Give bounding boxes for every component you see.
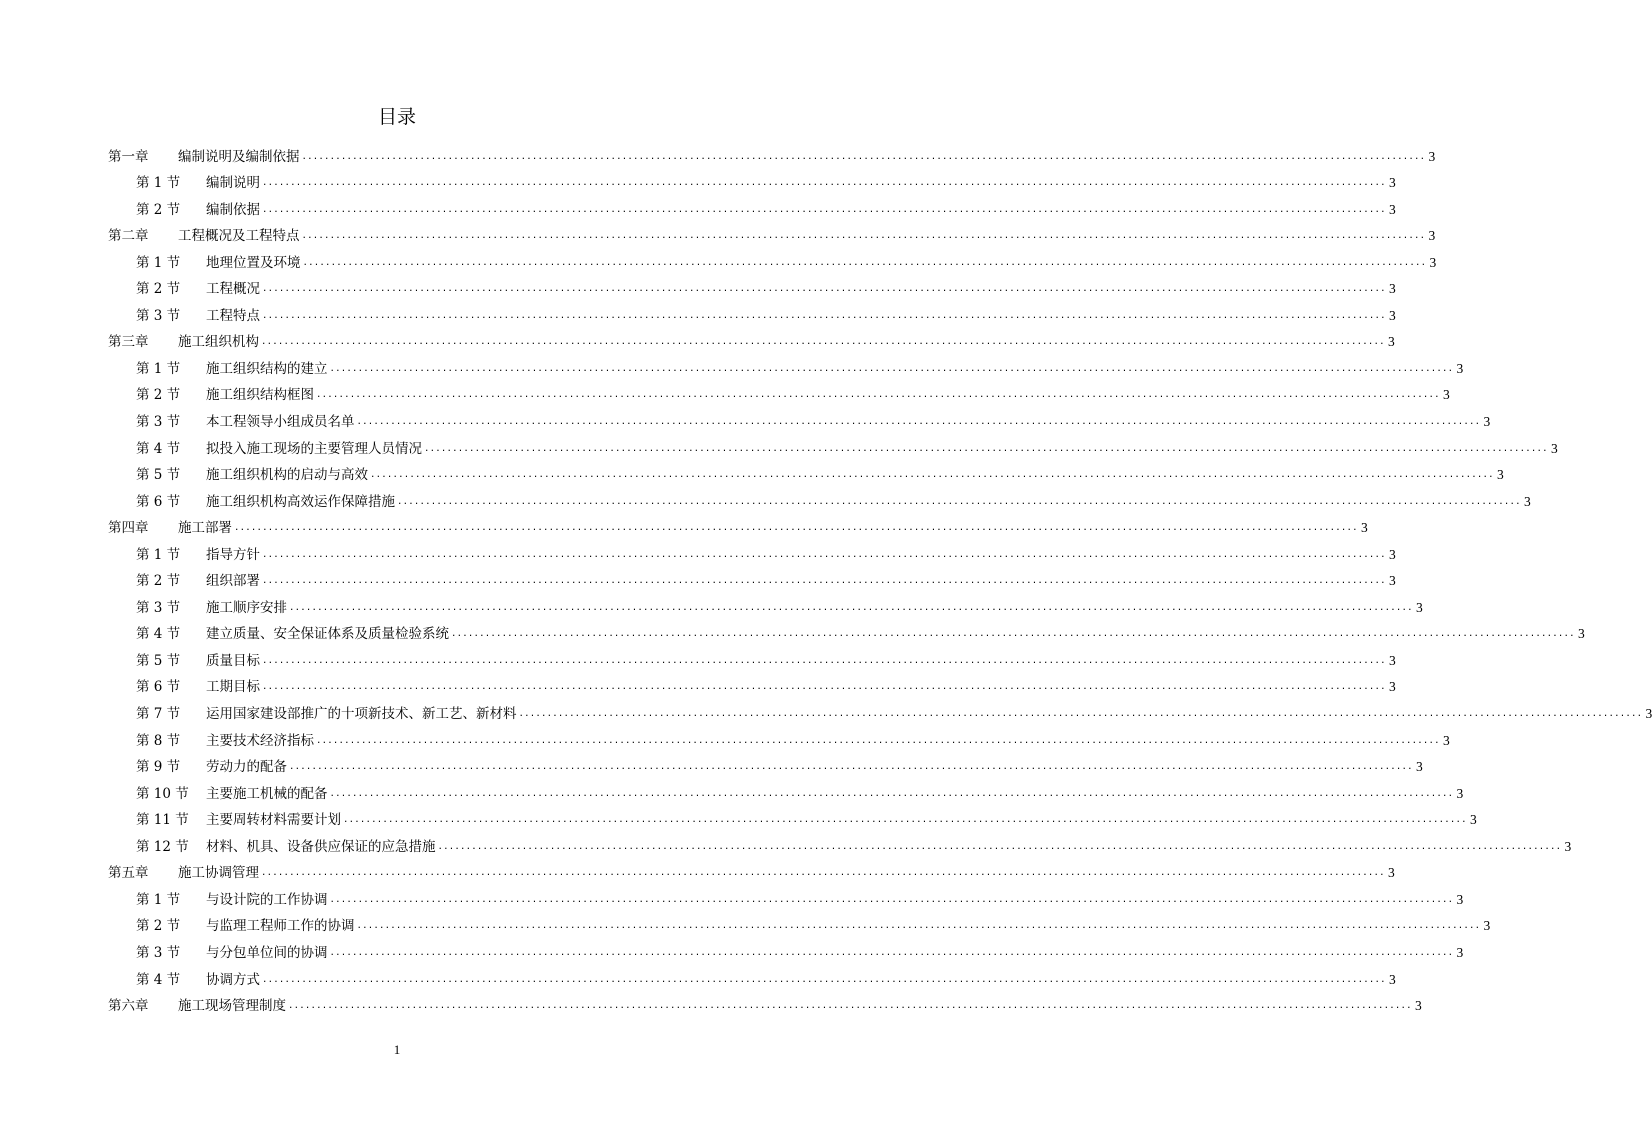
- toc-entry-title: 与监理工程师工作的协调: [206, 918, 355, 935]
- toc-chapter-entry[interactable]: [108, 325, 1395, 352]
- toc-entry-title: 与分包单位间的协调: [206, 944, 328, 961]
- toc-section-entry[interactable]: [108, 723, 1450, 750]
- toc-entry-number: 第 1 节: [136, 891, 181, 908]
- dot-leader: ........................................................................................................................................................................................................: [356, 417, 1481, 428]
- toc-section-entry[interactable]: [108, 298, 1396, 325]
- toc-entry-title: 组织部署: [206, 573, 260, 590]
- dot-leader: ........................................................................................................................................................................................................: [302, 257, 1427, 268]
- dot-leader: ........................................................................................................................................................................................................: [261, 868, 1385, 879]
- toc-entry-page: 3: [1388, 281, 1396, 297]
- toc-entry-number: 第一章: [108, 148, 149, 165]
- toc-entry-number: 第 10 节: [136, 785, 189, 802]
- toc-entry-title: 主要周转材料需要计划: [206, 812, 341, 829]
- toc-entry-page: 3: [1564, 838, 1572, 854]
- dot-leader: ........................................................................................................................................................................................................: [234, 523, 1358, 534]
- dot-leader: ........................................................................................................................................................................................................: [262, 310, 1386, 321]
- dot-leader: ........................................................................................................................................................................................................: [301, 151, 1426, 162]
- toc-entry-title: 施工组织结构框图: [206, 387, 314, 404]
- toc-chapter-entry[interactable]: [108, 856, 1395, 883]
- toc-entry-page: 3: [1428, 228, 1436, 244]
- toc-entry-number: 第 5 节: [136, 652, 181, 669]
- toc-section-entry[interactable]: [108, 192, 1396, 219]
- toc-chapter-entry[interactable]: [108, 989, 1422, 1016]
- dot-leader: ........................................................................................................................................................................................................: [316, 735, 1440, 746]
- table-of-contents: [108, 139, 1652, 1015]
- toc-section-entry[interactable]: [108, 617, 1585, 644]
- toc-section-entry[interactable]: [108, 776, 1464, 803]
- toc-entry-number: 第 4 节: [136, 971, 181, 988]
- toc-entry-number: 第 8 节: [136, 732, 181, 749]
- toc-entry-page: 3: [1456, 891, 1464, 907]
- toc-entry-page: 3: [1645, 706, 1652, 722]
- toc-entry-number: 第 7 节: [136, 706, 181, 723]
- dot-leader: ........................................................................................................................................................................................................: [437, 841, 1562, 852]
- toc-section-entry[interactable]: [108, 272, 1396, 299]
- toc-entry-title: 协调方式: [206, 971, 260, 988]
- toc-entry-page: 3: [1442, 387, 1450, 403]
- toc-entry-title: 指导方针: [206, 546, 260, 563]
- dot-leader: ........................................................................................................................................................................................................: [262, 974, 1386, 985]
- dot-leader: ........................................................................................................................................................................................................: [262, 655, 1386, 666]
- toc-entry-number: 第 6 节: [136, 679, 181, 696]
- toc-entry-title: 编制说明: [206, 175, 260, 192]
- dot-leader: ........................................................................................................................................................................................................: [262, 178, 1386, 189]
- toc-entry-page: 3: [1414, 998, 1422, 1014]
- dot-leader: ........................................................................................................................................................................................................: [301, 231, 1426, 242]
- dot-leader: ........................................................................................................................................................................................................: [329, 363, 1454, 374]
- toc-section-entry[interactable]: [108, 696, 1652, 723]
- toc-entry-number: 第 1 节: [136, 175, 181, 192]
- toc-section-entry[interactable]: [108, 909, 1491, 936]
- toc-entry-page: 3: [1496, 467, 1504, 483]
- toc-entry-number: 第 3 节: [136, 307, 181, 324]
- toc-entry-page: 3: [1388, 652, 1396, 668]
- toc-entry-title: 主要施工机械的配备: [206, 785, 328, 802]
- toc-entry-number: 第 3 节: [136, 944, 181, 961]
- dot-leader: ........................................................................................................................................................................................................: [424, 443, 1548, 454]
- toc-chapter-entry[interactable]: [108, 511, 1368, 538]
- toc-entry-page: 3: [1456, 785, 1464, 801]
- toc-entry-number: 第 2 节: [136, 918, 181, 935]
- toc-entry-number: 第 12 节: [136, 838, 189, 855]
- toc-section-entry[interactable]: [108, 935, 1464, 962]
- toc-entry-page: 3: [1483, 414, 1491, 430]
- toc-entry-title: 施工组织结构的建立: [206, 360, 328, 377]
- toc-entry-title: 施工顺序安排: [206, 599, 287, 616]
- toc-entry-title: 工程概况及工程特点: [178, 228, 300, 245]
- toc-entry-title: 工期目标: [206, 679, 260, 696]
- toc-entry-title: 拟投入施工现场的主要管理人员情况: [206, 440, 422, 457]
- toc-section-entry[interactable]: [108, 431, 1558, 458]
- toc-entry-title: 施工部署: [178, 520, 232, 537]
- toc-entry-page: 3: [1388, 573, 1396, 589]
- toc-entry-number: 第三章: [108, 334, 149, 351]
- toc-entry-title: 施工组织机构的启动与高效: [206, 467, 368, 484]
- toc-section-entry[interactable]: [108, 458, 1504, 485]
- toc-entry-number: 第 9 节: [136, 759, 181, 776]
- toc-section-entry[interactable]: [108, 750, 1423, 777]
- toc-entry-title: 主要技术经济指标: [206, 732, 314, 749]
- dot-leader: ........................................................................................................................................................................................................: [397, 496, 1521, 507]
- toc-section-entry[interactable]: [108, 245, 1437, 272]
- toc-entry-page: 3: [1415, 759, 1423, 775]
- toc-entry-page: 3: [1577, 626, 1585, 642]
- dot-leader: ........................................................................................................................................................................................................: [518, 709, 1643, 720]
- toc-entry-number: 第 4 节: [136, 440, 181, 457]
- toc-entry-number: 第四章: [108, 520, 149, 537]
- toc-entry-title: 质量目标: [206, 652, 260, 669]
- toc-entry-page: 3: [1388, 971, 1396, 987]
- toc-entry-title: 劳动力的配备: [206, 759, 287, 776]
- dot-leader: ........................................................................................................................................................................................................: [262, 204, 1386, 215]
- toc-entry-page: 3: [1388, 546, 1396, 562]
- toc-section-entry[interactable]: [108, 962, 1396, 989]
- toc-entry-title: 本工程领导小组成员名单: [206, 414, 355, 431]
- toc-entry-title: 建立质量、安全保证体系及质量检验系统: [206, 626, 449, 643]
- toc-entry-page: 3: [1360, 520, 1368, 536]
- toc-entry-page: 3: [1415, 599, 1423, 615]
- dot-leader: ........................................................................................................................................................................................................: [262, 682, 1386, 693]
- dot-leader: ........................................................................................................................................................................................................: [262, 284, 1386, 295]
- toc-entry-page: 3: [1523, 493, 1531, 509]
- page-number: 1: [393, 1042, 401, 1057]
- toc-entry-number: 第 1 节: [136, 360, 181, 377]
- toc-entry-page: 3: [1456, 360, 1464, 376]
- toc-entry-title: 运用国家建设部推广的十项新技术、新工艺、新材料: [206, 706, 517, 723]
- toc-section-entry[interactable]: [108, 829, 1572, 856]
- toc-entry-number: 第 2 节: [136, 201, 181, 218]
- toc-section-entry[interactable]: [108, 564, 1396, 591]
- toc-entry-title: 工程特点: [206, 307, 260, 324]
- toc-entry-number: 第五章: [108, 865, 149, 882]
- toc-entry-title: 编制说明及编制依据: [178, 148, 300, 165]
- toc-entry-page: 3: [1550, 440, 1558, 456]
- dot-leader: ........................................................................................................................................................................................................: [329, 947, 1454, 958]
- toc-entry-page: 3: [1469, 812, 1477, 828]
- dot-leader: ........................................................................................................................................................................................................: [262, 549, 1386, 560]
- toc-entry-page: 3: [1388, 307, 1396, 323]
- toc-entry-number: 第 5 节: [136, 467, 181, 484]
- toc-entry-number: 第二章: [108, 228, 149, 245]
- toc-entry-page: 3: [1388, 201, 1396, 217]
- toc-entry-number: 第六章: [108, 998, 149, 1015]
- dot-leader: ........................................................................................................................................................................................................: [451, 629, 1575, 640]
- toc-entry-number: 第 1 节: [136, 254, 181, 271]
- dot-leader: ........................................................................................................................................................................................................: [343, 815, 1467, 826]
- dot-leader: ........................................................................................................................................................................................................: [329, 788, 1454, 799]
- toc-section-entry[interactable]: [108, 803, 1477, 830]
- dot-leader: ........................................................................................................................................................................................................: [289, 602, 1413, 613]
- toc-entry-page: 3: [1388, 679, 1396, 695]
- toc-section-entry[interactable]: [108, 643, 1396, 670]
- toc-entry-number: 第 3 节: [136, 414, 181, 431]
- toc-section-entry[interactable]: [108, 537, 1396, 564]
- toc-entry-number: 第 2 节: [136, 573, 181, 590]
- toc-chapter-entry[interactable]: [108, 219, 1436, 246]
- toc-entry-page: 3: [1442, 732, 1450, 748]
- toc-section-entry[interactable]: [108, 404, 1491, 431]
- toc-section-entry[interactable]: [108, 670, 1396, 697]
- toc-entry-title: 施工现场管理制度: [178, 998, 286, 1015]
- toc-entry-number: 第 2 节: [136, 387, 181, 404]
- toc-entry-number: 第 1 节: [136, 546, 181, 563]
- dot-leader: ........................................................................................................................................................................................................: [261, 337, 1385, 348]
- toc-section-entry[interactable]: [108, 484, 1531, 511]
- toc-entry-title: 编制依据: [206, 201, 260, 218]
- toc-section-entry[interactable]: [108, 351, 1464, 378]
- toc-entry-number: 第 4 节: [136, 626, 181, 643]
- toc-entry-title: 工程概况: [206, 281, 260, 298]
- page-title: 目录: [377, 106, 416, 128]
- dot-leader: ........................................................................................................................................................................................................: [262, 576, 1386, 587]
- toc-section-entry[interactable]: [108, 166, 1396, 193]
- toc-entry-title: 施工组织机构: [178, 334, 259, 351]
- dot-leader: ........................................................................................................................................................................................................: [288, 1001, 1412, 1012]
- toc-entry-page: 3: [1429, 254, 1437, 270]
- toc-entry-number: 第 11 节: [136, 812, 189, 829]
- toc-entry-page: 3: [1387, 334, 1395, 350]
- toc-entry-title: 施工组织机构高效运作保障措施: [206, 493, 395, 510]
- dot-leader: ........................................................................................................................................................................................................: [356, 921, 1481, 932]
- toc-entry-number: 第 3 节: [136, 599, 181, 616]
- toc-entry-title: 施工协调管理: [178, 865, 259, 882]
- toc-section-entry[interactable]: [108, 378, 1450, 405]
- dot-leader: ........................................................................................................................................................................................................: [370, 470, 1494, 481]
- toc-chapter-entry[interactable]: [108, 139, 1436, 166]
- toc-entry-page: 3: [1483, 918, 1491, 934]
- toc-entry-title: 与设计院的工作协调: [206, 891, 328, 908]
- toc-entry-number: 第 2 节: [136, 281, 181, 298]
- dot-leader: ........................................................................................................................................................................................................: [329, 894, 1454, 905]
- dot-leader: ........................................................................................................................................................................................................: [289, 762, 1413, 773]
- toc-entry-number: 第 6 节: [136, 493, 181, 510]
- toc-entry-title: 地理位置及环境: [206, 254, 301, 271]
- toc-section-entry[interactable]: [108, 882, 1464, 909]
- toc-entry-page: 3: [1388, 175, 1396, 191]
- toc-section-entry[interactable]: [108, 590, 1423, 617]
- toc-entry-title: 材料、机具、设备供应保证的应急措施: [206, 838, 436, 855]
- toc-entry-page: 3: [1456, 944, 1464, 960]
- toc-entry-page: 3: [1387, 865, 1395, 881]
- dot-leader: ........................................................................................................................................................................................................: [316, 390, 1440, 401]
- toc-entry-page: 3: [1428, 148, 1436, 164]
